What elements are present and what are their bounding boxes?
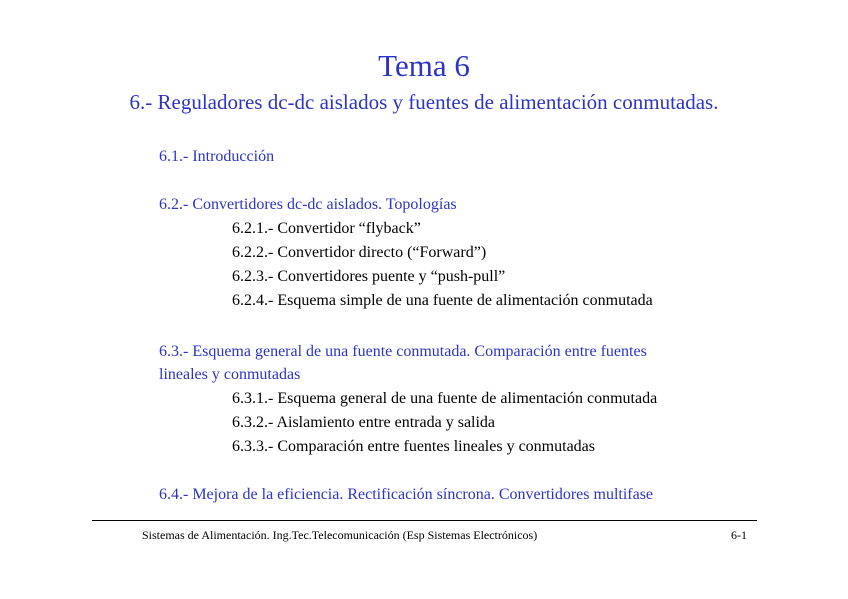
subsection-item: 6.2.4.- Esquema simple de una fuente de alimentación conmutada [232,292,653,309]
slide-subtitle: 6.- Reguladores dc-dc aislados y fuentes de alimentación conmutadas. [129,90,719,114]
subsection-item: 6.3.3.- Comparación entre fuentes lineales y conmutadas [232,438,595,455]
subsection-item: 6.2.2.- Convertidor directo (“Forward”) [232,244,487,261]
section-heading: 6.4.- Mejora de la eficiencia. Rectificación síncrona. Convertidores multifase [159,486,654,503]
footer-divider [92,520,757,521]
subsection-item: 6.3.2.- Aislamiento entre entrada y salida [232,414,496,431]
section-heading: 6.3.- Esquema general de una fuente conmutada. Comparación entre fuentes [159,343,647,360]
subsection-item: 6.2.1.- Convertidor “flyback” [232,220,421,237]
footer-text: Sistemas de Alimentación. Ing.Tec.Telecomunicación (Esp Sistemas Electrónicos) [142,528,538,542]
section-heading: 6.2.- Convertidores dc-dc aislados. Topologías [159,196,457,213]
section-heading-continued: lineales y conmutadas [159,366,301,383]
page-number: 6-1 [731,528,747,542]
section-heading: 6.1.- Introducción [159,148,275,165]
subsection-item: 6.2.3.- Convertidores puente y “push-pull” [232,268,506,285]
subsection-item: 6.3.1.- Esquema general de una fuente de alimentación conmutada [232,390,658,407]
slide-title: Tema 6 [378,48,470,83]
